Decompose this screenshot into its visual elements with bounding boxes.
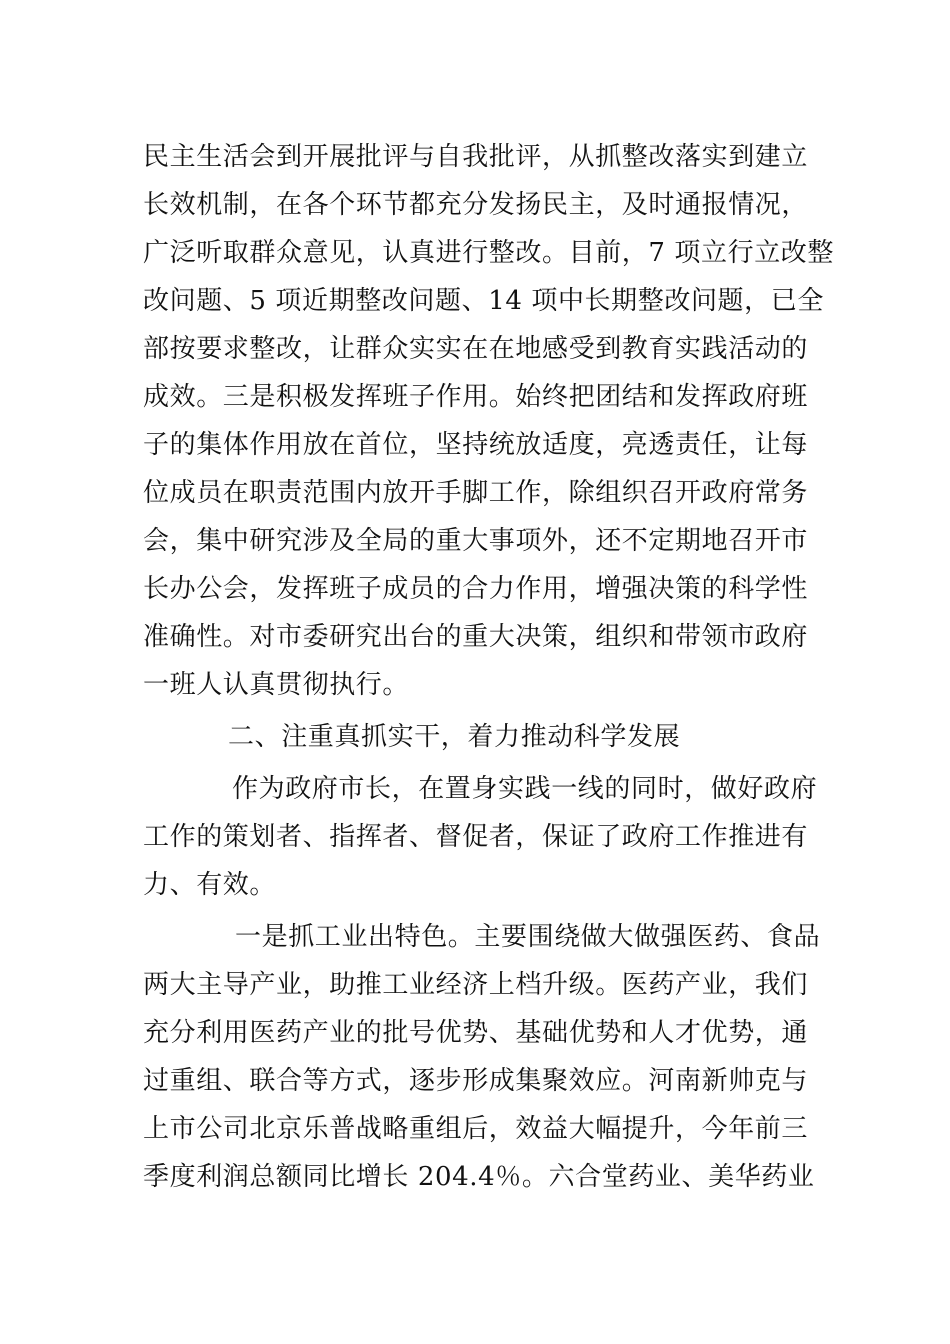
text-line: 长办公会，发挥班子成员的合力作用，增强决策的科学性 [143,574,809,604]
text-line: 准确性。对市委研究出台的重大决策，组织和带领市政府 [143,622,809,652]
text-line: 上市公司北京乐普战略重组后，效益大幅提升，今年前三 [143,1114,809,1144]
text-line: 子的集体作用放在首位，坚持统放适度，亮透责任，让每 [143,430,809,460]
text-line: 民主生活会到开展批评与自我批评，从抓整改落实到建立 [143,142,809,172]
text-line: 一班人认真贯彻执行。 [143,670,410,700]
text-line: 改问题、5 项近期整改问题、14 项中长期整改问题，已全 [143,286,824,316]
text-line: 过重组、联合等方式，逐步形成集聚效应。河南新帅克与 [143,1066,809,1096]
text-line: 一是抓工业出特色。主要围绕做大做强医药、食品 [235,922,821,952]
text-line: 工作的策划者、指挥者、督促者，保证了政府工作推进有 [143,822,809,852]
text-line: 长效机制，在各个环节都充分发扬民主，及时通报情况， [143,190,809,220]
text-line: 充分利用医药产业的批号优势、基础优势和人才优势，通 [143,1018,809,1048]
section-heading: 二、注重真抓实干，着力推动科学发展 [228,722,681,752]
text-line: 成效。三是积极发挥班子作用。始终把团结和发挥政府班 [143,382,809,412]
text-line: 两大主导产业，助推工业经济上档升级。医药产业，我们 [143,970,809,1000]
text-line: 位成员在职责范围内放开手脚工作，除组织召开政府常务 [143,478,809,508]
text-line: 作为政府市长，在置身实践一线的同时，做好政府 [232,774,818,804]
text-line: 力、有效。 [143,870,277,900]
text-line: 季度利润总额同比增长 204.4％。六合堂药业、美华药业 [143,1162,815,1192]
text-line: 会，集中研究涉及全局的重大事项外，还不定期地召开市 [143,526,809,556]
text-line: 广泛听取群众意见，认真进行整改。目前，7 项立行立改整 [143,238,835,268]
text-line: 部按要求整改，让群众实实在在地感受到教育实践活动的 [143,334,809,364]
